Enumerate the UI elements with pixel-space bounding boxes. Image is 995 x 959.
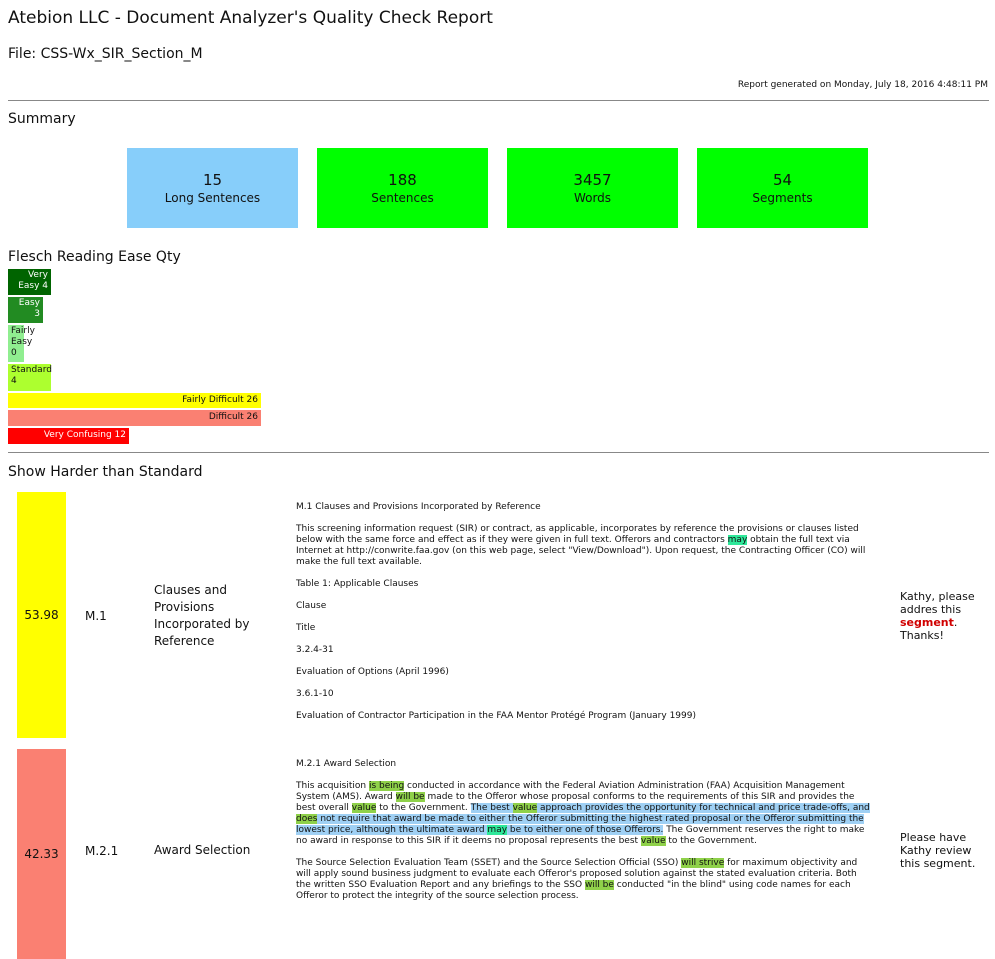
segment-line: Title — [296, 623, 316, 633]
highlighted-phrase: approach provides the opportunity for technical and price trade-offs, and — [537, 803, 870, 813]
segment-text-run: conducted "in the blind" using code names for each Offeror to protect the integrity of the source selection process. — [296, 880, 851, 901]
segment-text-run: to the Government. — [665, 836, 757, 846]
summary-card-long-sentences — [127, 148, 298, 228]
card-label: Long Sentences — [164, 191, 261, 205]
card-value: 3457 — [573, 171, 612, 189]
segment-text-run: This acquisition — [296, 781, 369, 791]
highlighted-phrase: is being — [368, 781, 405, 791]
highlighted-phrase: may — [487, 825, 508, 835]
generated-timestamp: Report generated on Monday, July 18, 2016 4:48:11 PM — [737, 80, 988, 90]
flesch-bar-standard: Standard 4 — [8, 364, 51, 391]
file-name: File: CSS-Wx_SIR_Section_M — [8, 46, 203, 62]
flesch-bar-easy: Easy 3 — [8, 297, 43, 323]
score-box: 53.98 — [17, 492, 66, 738]
summary-card-segments — [697, 148, 868, 228]
table-row — [8, 490, 989, 740]
header-divider — [8, 100, 989, 101]
highlighted-phrase: will be — [395, 792, 425, 802]
summary-card-sentences — [317, 148, 488, 228]
card-value: 15 — [202, 171, 223, 189]
flesch-bar-very-confusing: Very Confusing 12 — [8, 428, 129, 444]
segment-heading: M.2.1 Award Selection — [296, 759, 397, 769]
flesch-bar-fairly-difficult: Fairly Difficult 26 — [8, 393, 261, 408]
section-title: Award Selection — [154, 843, 251, 857]
segment-text — [296, 502, 871, 733]
segment-paragraph — [296, 781, 871, 847]
segment-line: 3.2.4-31 — [296, 645, 334, 655]
segment-paragraph: This screening information request (SIR) or contract, as applicable, incorporates by reference the provisions or clauses listed below with the same force and effect as if they were given in full text. Offerors and contractors may obtain the full text via Internet at http://conwrite.faa.gov (on this web page, select "View/Download"). Upon request, the Contracting Officer (CO) will make the full text available. — [296, 524, 866, 567]
segment-line: Table 1: Applicable Clauses — [296, 579, 419, 589]
card-label: Words — [573, 191, 612, 205]
highlighted-phrase: The best — [470, 803, 513, 813]
highlighted-phrase: value — [351, 803, 377, 813]
table-row — [8, 748, 989, 908]
harder-heading: Show Harder than Standard — [8, 464, 203, 480]
segment-text-run: for maximum objectivity and will apply sound business judgment to evaluate each Offeror's proposed solution against the stated evaluation criteria. Both the written SSO Evaluation Report and any briefings to the SSO — [296, 858, 858, 890]
segment-line: Evaluation of Options (April 1996) — [296, 667, 449, 677]
highlighted-phrase: value — [512, 803, 538, 813]
highlighted-phrase: will be — [584, 880, 614, 890]
section-number: M.2.1 — [85, 844, 119, 858]
segment-text-run: conducted in accordance with the Federal Aviation Administration (FAA) Acquisition Management System (AMS). Award — [296, 781, 845, 802]
segment-line: Clause — [296, 601, 327, 611]
segment-line: Evaluation of Contractor Participation in the FAA Mentor Protégé Program (January 1999) — [296, 711, 696, 721]
segment-paragraph — [296, 858, 871, 902]
card-label: Segments — [752, 191, 813, 205]
reviewer-comment: Please have Kathy review this segment. — [900, 831, 976, 870]
score-box: 42.33 — [17, 749, 66, 959]
flesch-bar-very-easy: Very Easy 4 — [8, 269, 51, 295]
highlighted-phrase: will strive — [681, 858, 725, 868]
flesch-bar-difficult: Difficult 26 — [8, 410, 261, 426]
summary-card-words — [507, 148, 678, 228]
segment-text-run: The Source Selection Evaluation Team (SSET) and the Source Selection Official (SSO) — [296, 858, 682, 868]
card-value: 54 — [772, 171, 793, 189]
segment-heading: M.1 Clauses and Provisions Incorporated by Reference — [296, 502, 541, 512]
card-label: Sentences — [371, 191, 434, 205]
section-title: Clauses and Provisions Incorporated by Reference — [154, 583, 250, 648]
segment-keyword: segment — [900, 616, 954, 629]
highlighted-phrase: be to either one of those Offerors. — [507, 825, 664, 835]
segment-text-run: The Government reserves the right to make no award in response to this SIR if it deems no proposal represents the best — [296, 825, 865, 846]
report-title: Atebion LLC - Document Analyzer's Quality Check Report — [8, 8, 493, 28]
highlighted-phrase: not require that award be made to either the Offeror submitting the highest rated proposal or the Offeror submitting the lowest price, although the ultimate award — [296, 814, 864, 835]
segment-text — [296, 759, 871, 913]
segment-line: 3.6.1-10 — [296, 689, 334, 699]
card-value: 188 — [388, 171, 417, 189]
highlighted-phrase: value — [640, 836, 666, 846]
summary-heading: Summary — [8, 111, 76, 127]
highlighted-phrase: does — [296, 814, 318, 824]
segment-text-run: to the Government. — [376, 803, 471, 813]
flesch-heading: Flesch Reading Ease Qty — [8, 249, 181, 265]
flesch-bar-fairly-easy: Fairly Easy 0 — [8, 325, 24, 362]
reviewer-comment: Kathy, please addres this segment. Thanks! — [900, 590, 975, 642]
section-number: M.1 — [85, 609, 107, 623]
flesch-divider — [8, 452, 989, 453]
segment-text-run: made to the Offeror whose proposal conforms to the requirements of this SIR and provides the best overall — [296, 792, 855, 813]
